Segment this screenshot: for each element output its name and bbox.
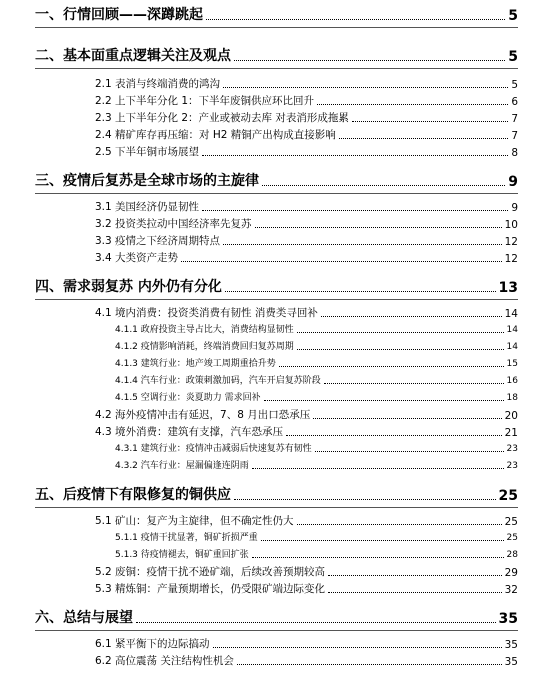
toc-entry-title: 2.3 上下半年分化 2：产业或被动去库 对表消形成拖累: [95, 112, 349, 124]
toc-dot-leader: [225, 290, 496, 292]
section-divider: [35, 68, 518, 69]
toc-dot-leader: [206, 18, 505, 20]
toc-page-number: 21: [504, 427, 518, 439]
toc-page-number: 35: [498, 611, 518, 627]
toc-entry-title: 4.1.5 空调行业：炎夏助力 需求回补: [115, 393, 261, 403]
toc-entry-level-3[interactable]: [115, 340, 518, 352]
toc-entry-title: 4.1.2 疫情影响消耗，终端消费回归复苏周期: [115, 342, 294, 352]
toc-page-number: 5: [508, 8, 518, 24]
toc-dot-leader: [352, 120, 508, 122]
toc-entry-title: 4.1.3 建筑行业：地产竣工周期重拾升势: [115, 359, 276, 369]
toc-dot-leader: [321, 315, 502, 317]
toc-dot-leader: [213, 646, 502, 648]
toc-page-number: 18: [506, 393, 518, 403]
toc-page-number: 16: [506, 376, 518, 386]
toc-page-number: 12: [504, 253, 518, 265]
toc-page-number: 25: [498, 488, 518, 504]
toc-entry-level-2[interactable]: [95, 306, 518, 320]
toc-page-number: 29: [504, 567, 518, 579]
toc-dot-leader: [286, 434, 502, 436]
toc-dot-leader: [237, 663, 502, 665]
toc-dot-leader: [202, 209, 508, 211]
toc-page-number: 25: [504, 516, 518, 528]
toc-entry-level-1[interactable]: [35, 6, 518, 24]
toc-entry-level-3[interactable]: [115, 442, 518, 454]
toc-entry-title: 2.2 上下半年分化 1：下半年废铜供应环比回升: [95, 95, 315, 107]
toc-dot-leader: [313, 417, 501, 419]
toc-entry-level-3[interactable]: [115, 374, 518, 386]
toc-page-number: 14: [504, 308, 518, 320]
toc-page-number: 35: [504, 656, 518, 668]
section-divider: [35, 507, 518, 508]
toc-page-number: 9: [508, 174, 518, 190]
toc-page-number: 25: [506, 533, 518, 543]
toc-dot-leader: [324, 382, 504, 384]
section-divider: [35, 27, 518, 28]
toc-entry-level-2[interactable]: [95, 128, 518, 142]
toc-dot-leader: [315, 450, 504, 452]
toc-entry-level-3[interactable]: [115, 459, 518, 471]
toc-entry-title: 5.1.3 待疫情褪去，铜矿重回扩张: [115, 550, 249, 560]
toc-dot-leader: [297, 348, 504, 350]
toc-entry-title: 4.3.2 汽车行业：屋漏偏逢连阴雨: [115, 461, 249, 471]
toc-dot-leader: [261, 539, 504, 541]
toc-page-number: 9: [511, 202, 518, 214]
toc-dot-leader: [181, 260, 502, 262]
toc-entry-level-2[interactable]: [95, 654, 518, 668]
toc-entry-level-2[interactable]: [95, 111, 518, 125]
toc-entry-title: 2.1 表消与终端消费的鸿沟: [95, 78, 221, 90]
toc-entry-title: 5.2 废铜：疫情干扰不逊矿端，后续改善预期较高: [95, 566, 326, 578]
toc-page-number: 13: [498, 280, 518, 296]
toc-entry-title: 三、疫情后复苏是全球市场的主旋律: [35, 173, 259, 189]
toc-page-number: 23: [506, 461, 518, 471]
toc-page-number: 7: [511, 113, 518, 125]
toc-entry-title: 5.1.1 疫情干扰显著，铜矿折损严重: [115, 533, 258, 543]
toc-entry-title: 3.2 投资类拉动中国经济率先复苏: [95, 218, 252, 230]
toc-entry-title: 一、行情回顾——深蹲跳起: [35, 7, 203, 23]
toc-entry-title: 4.2 海外疫情冲击有延迟，7、8 月出口恐承压: [95, 409, 311, 421]
toc-page-number: 15: [506, 359, 518, 369]
toc-dot-leader: [255, 226, 502, 228]
toc-entry-level-2[interactable]: [95, 514, 518, 528]
toc-entry-level-2[interactable]: [95, 217, 518, 231]
toc-entry-level-2[interactable]: [95, 408, 518, 422]
toc-entry-title: 6.2 高位震荡 关注结构性机会: [95, 655, 234, 667]
toc-dot-leader: [339, 137, 509, 139]
toc-entry-level-2[interactable]: [95, 145, 518, 159]
toc-entry-title: 6.1 紧平衡下的边际搞动: [95, 638, 210, 650]
toc-page-number: 5: [508, 49, 518, 65]
toc-entry-title: 五、后疫情下有限修复的铜供应: [35, 487, 231, 503]
toc-page-number: 10: [504, 219, 518, 231]
toc-dot-leader: [223, 86, 508, 88]
toc-entry-title: 4.3.1 建筑行业：疫情冲击减弱后快速复苏有韧性: [115, 444, 312, 454]
toc-dot-leader: [223, 243, 502, 245]
toc-entry-title: 5.3 精炼铜：产量预期增长，仍受限矿端边际变化: [95, 583, 326, 595]
toc-dot-leader: [328, 574, 502, 576]
toc-entry-level-2[interactable]: [95, 77, 518, 91]
toc-dot-leader: [264, 399, 504, 401]
toc-entry-level-2[interactable]: [95, 251, 518, 265]
toc-dot-leader: [234, 498, 496, 500]
toc-entry-title: 四、需求弱复苏 内外仍有分化: [35, 279, 222, 295]
toc-entry-level-3[interactable]: [115, 531, 518, 543]
toc-page-number: 32: [504, 584, 518, 596]
toc-entry-level-3[interactable]: [115, 323, 518, 335]
toc-dot-leader: [297, 523, 502, 525]
toc-dot-leader: [262, 184, 505, 186]
section-divider: [35, 193, 518, 194]
section-divider: [35, 630, 518, 631]
toc-entry-level-3[interactable]: [115, 391, 518, 403]
toc-dot-leader: [202, 154, 508, 156]
toc-page-number: 7: [511, 130, 518, 142]
toc-page-number: 12: [504, 236, 518, 248]
toc-page-number: 5: [511, 79, 518, 91]
toc-entry-title: 二、基本面重点逻辑关注及观点: [35, 48, 231, 64]
toc-dot-leader: [136, 621, 496, 623]
toc-page-number: 20: [504, 410, 518, 422]
toc-entry-level-1[interactable]: [35, 486, 518, 504]
toc-page-number: 35: [504, 639, 518, 651]
toc-entry-title: 六、总结与展望: [35, 610, 133, 626]
toc-entry-level-1[interactable]: [35, 172, 518, 190]
toc-entry-level-2[interactable]: [95, 582, 518, 596]
toc-entry-title: 2.5 下半年铜市场展望: [95, 146, 200, 158]
toc-entry-title: 2.4 精矿库存再压缩：对 H2 精铜产出构成直接影响: [95, 129, 336, 141]
toc-page-number: 28: [506, 550, 518, 560]
toc-entry-level-1[interactable]: [35, 609, 518, 627]
toc-entry-title: 3.1 美国经济仍显韧性: [95, 201, 200, 213]
toc-page-number: 23: [506, 444, 518, 454]
toc-entry-level-2[interactable]: [95, 637, 518, 651]
toc-entry-level-3[interactable]: [115, 357, 518, 369]
toc-page-number: 6: [511, 96, 518, 108]
toc-dot-leader: [234, 59, 505, 61]
toc-entry-level-2[interactable]: [95, 200, 518, 214]
toc-entry-title: 5.1 矿山：复产为主旋律，但不确定性仍大: [95, 515, 294, 527]
toc-entry-title: 4.1.1 政府投资主导占比大，消费结构显韧性: [115, 325, 294, 335]
toc-entry-title: 3.3 疫情之下经济周期特点: [95, 235, 221, 247]
toc-dot-leader: [317, 103, 508, 105]
section-divider: [35, 299, 518, 300]
toc-entry-title: 4.1.4 汽车行业：政策刺激加码，汽车开启复苏阶段: [115, 376, 321, 386]
toc-entry-level-2[interactable]: [95, 234, 518, 248]
toc-dot-leader: [252, 556, 504, 558]
toc-entry-level-1[interactable]: [35, 278, 518, 296]
toc-entry-title: 4.3 境外消费：建筑有支撑，汽车恐承压: [95, 426, 284, 438]
toc-entry-level-2[interactable]: [95, 425, 518, 439]
toc-entry-level-2[interactable]: [95, 565, 518, 579]
toc-dot-leader: [252, 467, 504, 469]
toc-page-number: 8: [511, 147, 518, 159]
toc-page-number: 14: [506, 342, 518, 352]
toc-entry-level-2[interactable]: [95, 94, 518, 108]
toc-dot-leader: [279, 365, 504, 367]
toc-dot-leader: [328, 591, 502, 593]
toc-entry-level-1[interactable]: [35, 47, 518, 65]
toc-page-number: 14: [506, 325, 518, 335]
toc-dot-leader: [297, 331, 504, 333]
toc-entry-title: 4.1 境内消费：投资类消费有韧性 消费类寻回补: [95, 307, 318, 319]
toc-entry-level-3[interactable]: [115, 548, 518, 560]
toc-entry-title: 3.4 大类资产走势: [95, 252, 179, 264]
